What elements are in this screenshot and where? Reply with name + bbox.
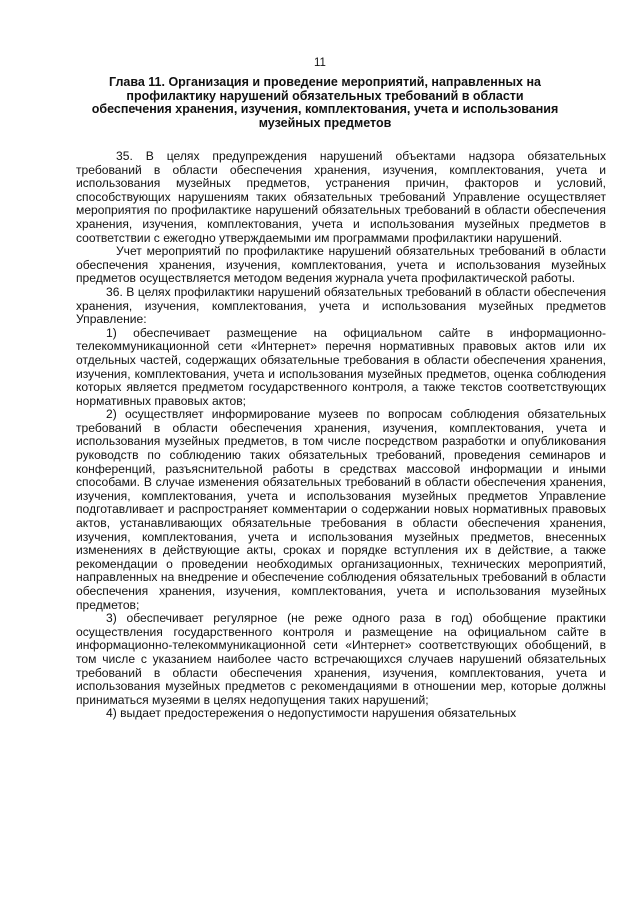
list-item-4: 4) выдает предостережения о недопустимости нарушения обязательных [106, 706, 517, 721]
paragraph-36: 36. В целях профилактики нарушений обязательных требований в области обеспечения хранения, изучения, комплектования, учета и использования музейных предметов Управление: [76, 284, 606, 327]
list-item-3: 3) обеспечивает регулярное (не реже одного раза в год) обобщение практики осуществления государственного контроля и размещение на официальном сайте в информационно-телекоммуникационной сети «Интернет» соответствующих обобщений, в том числе с указанием наиболее часто встречающихся случаев нарушений обязательных требований в области обеспечения хранения, изучения, комплектования, учета и использования музейных предметов с рекомендациями в отношении мер, которые должны приниматься музеями в целях недопущения таких нарушений; [76, 611, 606, 707]
paragraph-35: 35. В целях предупреждения нарушений объектами надзора обязательных требований в области обеспечения хранения, изучения, комплектования, учета и использования музейных предметов, устранения причин, факторов и условий, способствующих нарушениям таких обязательных требований Управление осуществляет мероприятия по профилактике нарушений обязательных требований в области обеспечения хранения, изучения, комплектования, учета и использования музейных предметов в соответствии с ежегодно утверждаемыми им программами профилактики нарушений. [76, 149, 606, 245]
page-number: 11 [314, 57, 326, 69]
paragraph-accounting: Учет мероприятий по профилактике нарушений обязательных требований в области обеспечения хранения, изучения, комплектования, учета и использования музейных предметов осуществляется методом ведения журнала учета профилактической работы. [76, 244, 606, 286]
chapter-heading: Глава 11. Организация и проведение мероприятий, направленных на профилактику нарушений обязательных требований в области обеспечения хранения, изучения, комплектования, учета и использования музейных предметов [91, 75, 559, 130]
list-item-1: 1) обеспечивает размещение на официальном сайте в информационно-телекоммуникационной сети «Интернет» перечня нормативных правовых актов или их отдельных частей, содержащих обязательные требования в области обеспечения хранения, изучения, комплектования, учета и использования музейных предметов, оценка соблюдения которых является предметом государственного контроля, а также текстов соответствующих нормативных правовых актов; [76, 325, 606, 408]
document-body [76, 150, 606, 721]
list-item-2: 2) осуществляет информирование музеев по вопросам соблюдения обязательных требований в области обеспечения хранения, изучения, комплектования, учета и использования музейных предметов, в том числе посредством разработки и опубликования руководств по соблюдению таких обязательных требований, проведения семинаров и конференций, разъяснительной работы в средствах массовой информации и иными способами. В случае изменения обязательных требований в области обеспечения хранения, изучения, комплектования, учета и использования музейных предметов Управление подготавливает и распространяет комментарии о содержании новых нормативных правовых актов, устанавливающих обязательные требования в области обеспечения хранения, изучения, комплектования, учета и использования музейных предметов, внесенных изменениях в действующие акты, сроках и порядке вступления их в действие, а также рекомендации о проведении необходимых организационных, технических мероприятий, направленных на внедрение и обеспечение соблюдения обязательных требований в области обеспечения хранения, изучения, комплектования, учета и использования музейных предметов; [76, 407, 606, 612]
